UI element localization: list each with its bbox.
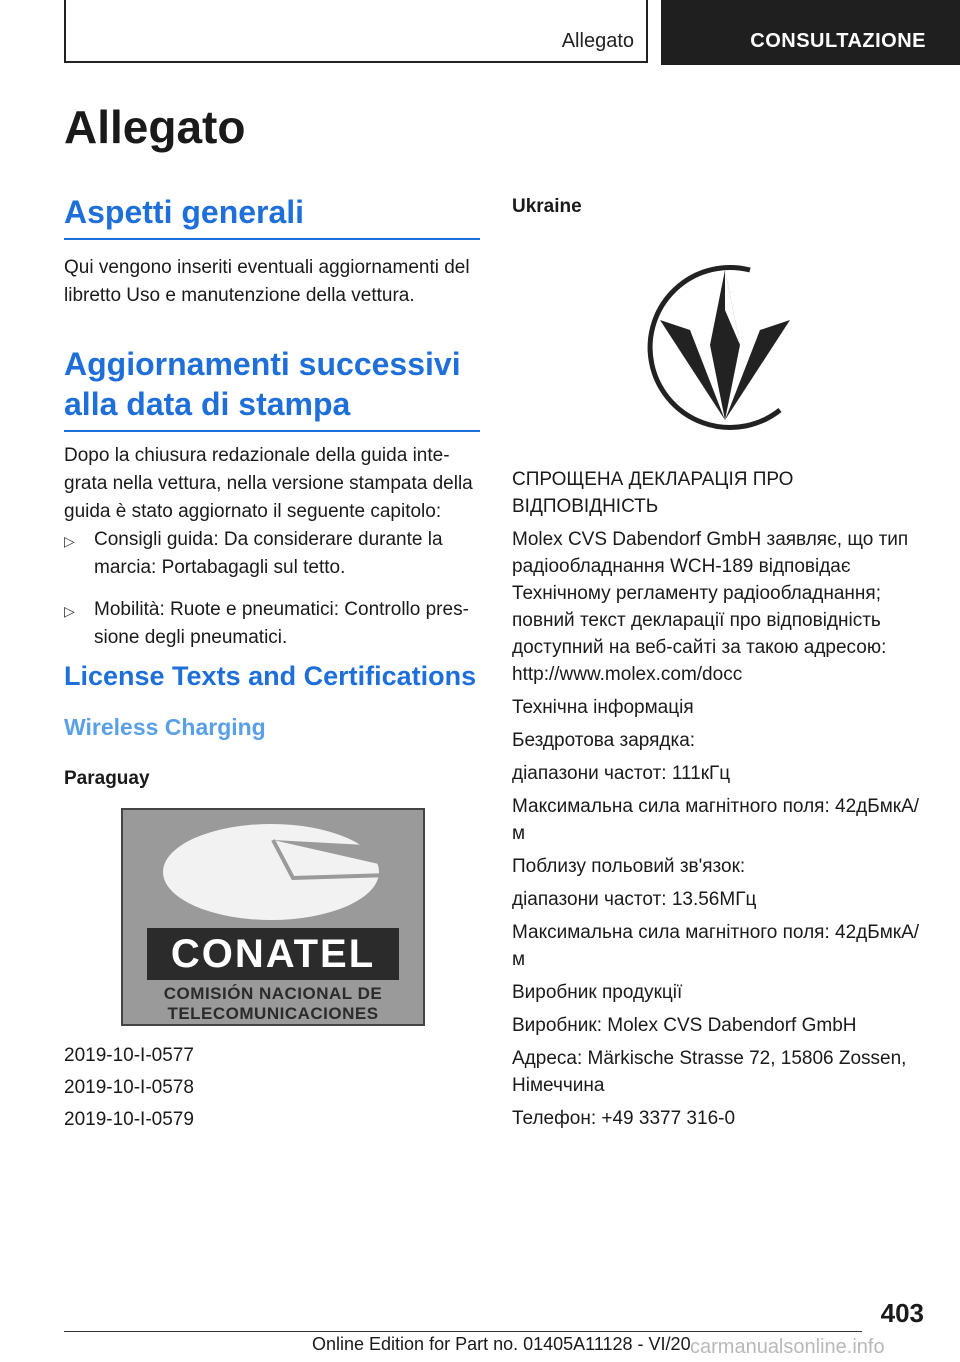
certification-code: 2019-10-I-0578: [64, 1077, 194, 1098]
page-title: Allegato: [64, 101, 246, 153]
general-text: Qui vengono inseriti eventuali aggiornamenti del libretto Uso e manutenzione della vettura.: [64, 257, 470, 306]
header-section-label: Allegato: [561, 30, 634, 52]
updates-heading: [64, 344, 480, 432]
list-item: [64, 526, 484, 582]
declaration-line: Molex CVS Dabendorf GmbH заявляє, що тип радіообладнання WCH-189 відповідає Технічному регламенту радіообладнання; повний текст декларації про відповідність доступний на веб-сайті за такою адресою: http://www.molex.com/docc: [512, 529, 909, 685]
list-item: [64, 596, 484, 652]
header-section-tab: [64, 0, 648, 63]
declaration-line: Виробник: Molex CVS Dabendorf GmbH: [512, 1015, 857, 1036]
declaration-line: Виробник продукції: [512, 982, 683, 1003]
declaration-line: Телефон: +49 3377 316-0: [512, 1108, 736, 1129]
declaration-line: діапазони частот: 111кГц: [512, 763, 731, 784]
header-chapter-label: CONSULTAZIONE: [750, 30, 926, 52]
conatel-wordmark: CONATEL: [170, 932, 376, 976]
updates-heading-line2: alla data di stampa: [64, 386, 351, 422]
updates-text: Dopo la chiusura redazionale della guida integrata nella vettura, nella versione stampata della guida è stato aggiornato il seguente capitolo:: [64, 445, 473, 522]
conatel-subtitle-line2: TELECOMUNICACIONES: [167, 1004, 379, 1023]
declaration-line: Максимальна сила магнітного поля: 42дБмкА/м: [512, 796, 920, 844]
list-item-text: Mobilità: Ruote e pneumatici: Controllo pressione degli pneumatici.: [94, 599, 469, 648]
general-heading: Aspetti generali: [64, 192, 480, 240]
ukraine-declaration: [512, 466, 922, 1138]
conatel-logo: [121, 808, 425, 1026]
declaration-line: Технічна інформація: [512, 697, 694, 718]
updates-heading-line1: Aggiornamenti successivi: [64, 346, 461, 382]
paraguay-codes: [64, 1040, 194, 1136]
conatel-wordmark-bar: [147, 928, 399, 980]
declaration-line: Максимальна сила магнітного поля: 42дБмкА/м: [512, 922, 920, 970]
paraguay-label: Paraguay: [64, 768, 150, 789]
declaration-line: Адреса: Märkische Strasse 72, 15806 Zossen, Німеччина: [512, 1048, 907, 1096]
certification-code: 2019-10-I-0577: [64, 1045, 194, 1066]
license-heading: License Texts and Certifications: [64, 661, 477, 691]
triangle-bullet-icon: ▷: [64, 533, 75, 549]
declaration-line: Бездротова зарядка:: [512, 730, 696, 751]
certification-code: 2019-10-I-0579: [64, 1109, 194, 1130]
declaration-line: діапазони частот: 13.56МГц: [512, 889, 757, 910]
triangle-bullet-icon: ▷: [64, 603, 75, 619]
footer-edition: Online Edition for Part no. 01405A11128 - VI/20: [312, 1334, 691, 1354]
ukraine-conformity-mark-icon: [630, 250, 820, 440]
footer-divider: [64, 1331, 862, 1332]
header-chapter-tab: [661, 0, 960, 65]
list-item-text: Consigli guida: Da considerare durante la marcia: Portabagagli sul tetto.: [94, 529, 443, 578]
conatel-subtitle-line1: COMISIÓN NACIONAL DE: [163, 984, 383, 1003]
updates-list: [64, 526, 484, 666]
watermark: carmanualsonline.info: [690, 1336, 885, 1358]
page-number: 403: [880, 1298, 924, 1328]
conatel-emblem-icon: [123, 810, 423, 930]
wireless-charging-heading: Wireless Charging: [64, 714, 266, 740]
declaration-line: Поблизу польовий зв'язок:: [512, 856, 746, 877]
declaration-line: СПРОЩЕНА ДЕКЛАРАЦІЯ ПРО ВІДПОВІДНІСТЬ: [512, 469, 794, 517]
ukraine-label: Ukraine: [512, 196, 582, 217]
